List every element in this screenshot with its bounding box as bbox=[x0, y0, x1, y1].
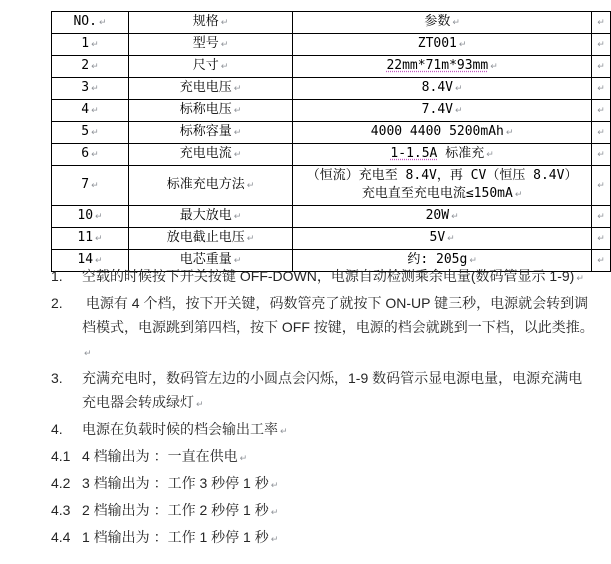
header-cell-no bbox=[52, 12, 129, 34]
note-item-4 bbox=[51, 417, 596, 444]
table-row bbox=[52, 100, 611, 122]
note-item-4-1 bbox=[51, 444, 596, 471]
row-end-mark-icon: ↵ bbox=[597, 106, 605, 116]
cell-end-mark-icon: ↵ bbox=[220, 18, 229, 28]
cell-end-mark-icon: ↵ bbox=[514, 190, 523, 200]
param-value: 20W bbox=[425, 208, 450, 223]
note-number: 4.1 bbox=[51, 448, 71, 464]
table-row bbox=[52, 78, 611, 100]
cell-end-mark-icon: ↵ bbox=[95, 212, 103, 222]
note-text: 2 档输出为 ：工作 2 秒停 1 秒 bbox=[82, 502, 269, 518]
note-body bbox=[82, 291, 595, 366]
header-cell-spec bbox=[128, 12, 292, 34]
spec-table bbox=[51, 11, 611, 272]
cell-end-mark-icon: ↵ bbox=[454, 106, 463, 116]
cell-end-mark-icon: ↵ bbox=[233, 256, 242, 266]
row-end-cell bbox=[592, 166, 611, 206]
note-item-1 bbox=[51, 264, 596, 291]
cell-spec bbox=[128, 56, 292, 78]
note-body bbox=[82, 417, 595, 444]
row-end-cell bbox=[592, 78, 611, 100]
table-row bbox=[52, 166, 611, 206]
cell-end-mark-icon: ↵ bbox=[91, 106, 99, 116]
table-row bbox=[52, 56, 611, 78]
cell-spec bbox=[128, 166, 292, 206]
no-value: 3 bbox=[81, 80, 90, 95]
table-row bbox=[52, 228, 611, 250]
cell-end-mark-icon: ↵ bbox=[486, 150, 494, 160]
cell-end-mark-icon: ↵ bbox=[95, 234, 103, 244]
row-end-mark-icon: ↵ bbox=[597, 150, 605, 160]
row-end-mark-icon: ↵ bbox=[597, 128, 605, 138]
note-body bbox=[82, 366, 595, 417]
spec-value: 尺寸 bbox=[192, 58, 219, 73]
row-end-cell bbox=[592, 34, 611, 56]
note-item-2 bbox=[51, 291, 596, 366]
cell-end-mark-icon: ↵ bbox=[98, 18, 107, 28]
cell-end-mark-icon: ↵ bbox=[469, 256, 477, 266]
note-number: 3. bbox=[51, 370, 63, 386]
header-param-label: 参数 bbox=[424, 14, 451, 29]
param-value: ZT001 bbox=[417, 36, 457, 51]
note-text: 电源有 4 个档，按下开关键，码数管亮了就按下 ON-UP 键三秒，电源就会转到调档模式，电源跳到第四档，按下 OFF 按键，电源的档会就跳到一下档，以此类推。 bbox=[82, 295, 594, 335]
spec-value: 标称电压 bbox=[179, 102, 232, 117]
table-header-row bbox=[52, 12, 611, 34]
note-text: 电源在负载时候的档会输出工率 bbox=[82, 421, 278, 437]
note-number: 4.2 bbox=[51, 475, 71, 491]
spec-table-wrap bbox=[51, 11, 611, 272]
cell-spec bbox=[128, 228, 292, 250]
param-value: 标准充 bbox=[437, 146, 485, 161]
note-body bbox=[82, 498, 595, 525]
cell-no bbox=[52, 78, 129, 100]
no-value: 1 bbox=[81, 36, 90, 51]
cell-spec bbox=[128, 206, 292, 228]
cell-no bbox=[52, 56, 129, 78]
paragraph-mark-icon: ↵ bbox=[576, 274, 584, 284]
cell-end-mark-icon: ↵ bbox=[454, 84, 463, 94]
cell-end-mark-icon: ↵ bbox=[458, 40, 467, 50]
no-value: 4 bbox=[81, 102, 90, 117]
notes-list bbox=[51, 264, 596, 552]
cell-no bbox=[52, 206, 129, 228]
param-value-line1: （恒流）充电至 8.4V，再 CV（恒压 8.4V） bbox=[306, 168, 578, 183]
cell-end-mark-icon: ↵ bbox=[91, 150, 99, 160]
cell-end-mark-icon: ↵ bbox=[233, 212, 242, 222]
no-value: 14 bbox=[77, 252, 94, 267]
note-body bbox=[82, 525, 595, 552]
cell-end-mark-icon: ↵ bbox=[233, 150, 242, 160]
cell-param bbox=[293, 206, 592, 228]
note-number: 4. bbox=[51, 421, 63, 437]
cell-no bbox=[52, 166, 129, 206]
cell-end-mark-icon: ↵ bbox=[452, 18, 460, 28]
no-value: 6 bbox=[81, 146, 90, 161]
note-text: 4 档输出为 ：一直在供电 bbox=[82, 448, 238, 464]
cell-end-mark-icon: ↵ bbox=[490, 62, 498, 72]
cell-end-mark-icon: ↵ bbox=[91, 62, 99, 72]
row-end-cell bbox=[592, 206, 611, 228]
row-end-mark-icon: ↵ bbox=[597, 212, 605, 222]
header-spec-label: 规格 bbox=[192, 14, 219, 29]
cell-param bbox=[293, 228, 592, 250]
paragraph-mark-icon: ↵ bbox=[196, 400, 204, 410]
header-no-label: NO. bbox=[73, 14, 97, 29]
cell-end-mark-icon: ↵ bbox=[233, 128, 242, 138]
param-value-spellcheck: 1-1.5A bbox=[390, 146, 438, 161]
cell-end-mark-icon: ↵ bbox=[233, 84, 242, 94]
note-number: 4.3 bbox=[51, 502, 71, 518]
note-text: 空载的时候按下开关按键 OFF-DOWN，电源自动检测乘余电量(数码管显示 1-9) bbox=[82, 268, 575, 284]
cell-end-mark-icon: ↵ bbox=[91, 128, 99, 138]
cell-end-mark-icon: ↵ bbox=[91, 84, 99, 94]
param-value: 充电直至充电电流≤150mA bbox=[361, 186, 513, 201]
table-row bbox=[52, 144, 611, 166]
row-end-cell bbox=[592, 12, 611, 34]
no-value: 7 bbox=[81, 177, 90, 192]
note-number: 1. bbox=[51, 268, 63, 284]
param-value: 约: 205g bbox=[407, 252, 468, 267]
note-text: 充满充电时，数码管左边的小圆点会闪烁，1-9 数码管示显电源电量，电源充满电充电器会转成绿灯 bbox=[82, 370, 583, 410]
note-item-3 bbox=[51, 366, 596, 417]
cell-no bbox=[52, 122, 129, 144]
cell-param bbox=[293, 56, 592, 78]
cell-param bbox=[293, 100, 592, 122]
note-text: 1 档输出为 ：工作 1 秒停 1 秒 bbox=[82, 529, 269, 545]
cell-param bbox=[293, 166, 592, 206]
cell-end-mark-icon: ↵ bbox=[95, 256, 103, 266]
cell-end-mark-icon: ↵ bbox=[505, 128, 514, 138]
spec-value: 标称容量 bbox=[179, 124, 232, 139]
row-end-mark-icon: ↵ bbox=[597, 84, 605, 94]
no-value: 5 bbox=[81, 124, 90, 139]
paragraph-mark-icon: ↵ bbox=[270, 535, 279, 545]
cell-end-mark-icon: ↵ bbox=[220, 40, 229, 50]
paragraph-mark-icon: ↵ bbox=[270, 481, 279, 491]
paragraph-mark-icon: ↵ bbox=[239, 454, 248, 464]
cell-spec bbox=[128, 100, 292, 122]
cell-end-mark-icon: ↵ bbox=[246, 181, 255, 191]
spec-value: 充电电流 bbox=[179, 146, 232, 161]
cell-param bbox=[293, 78, 592, 100]
spec-value: 标准充电方法 bbox=[166, 177, 245, 192]
spec-value: 最大放电 bbox=[179, 208, 232, 223]
row-end-mark-icon: ↵ bbox=[597, 18, 605, 28]
note-item-4-2 bbox=[51, 471, 596, 498]
row-end-mark-icon: ↵ bbox=[597, 40, 605, 50]
table-row bbox=[52, 34, 611, 56]
cell-param bbox=[293, 34, 592, 56]
row-end-cell bbox=[592, 228, 611, 250]
cell-end-mark-icon: ↵ bbox=[91, 40, 99, 50]
note-item-4-3 bbox=[51, 498, 596, 525]
note-item-4-4 bbox=[51, 525, 596, 552]
table-row bbox=[52, 122, 611, 144]
row-end-cell bbox=[592, 122, 611, 144]
param-value-spellcheck: 22mm*71m*93mm bbox=[386, 58, 489, 73]
no-value: 2 bbox=[81, 58, 90, 73]
row-end-cell bbox=[592, 56, 611, 78]
row-end-mark-icon: ↵ bbox=[597, 234, 605, 244]
cell-end-mark-icon: ↵ bbox=[451, 212, 459, 222]
note-body bbox=[82, 471, 595, 498]
cell-spec bbox=[128, 34, 292, 56]
spec-value: 型号 bbox=[192, 36, 219, 51]
spec-value: 放电截止电压 bbox=[166, 230, 245, 245]
param-value: 8.4V bbox=[421, 80, 453, 95]
cell-end-mark-icon: ↵ bbox=[233, 106, 242, 116]
spec-value: 充电电压 bbox=[179, 80, 232, 95]
param-value: 4000 4400 5200mAh bbox=[370, 124, 504, 139]
cell-end-mark-icon: ↵ bbox=[91, 181, 99, 191]
cell-param bbox=[293, 122, 592, 144]
cell-param bbox=[293, 144, 592, 166]
cell-no bbox=[52, 228, 129, 250]
spec-value: 电芯重量 bbox=[179, 252, 232, 267]
cell-end-mark-icon: ↵ bbox=[220, 62, 229, 72]
note-text: 3 档输出为 ：工作 3 秒停 1 秒 bbox=[82, 475, 269, 491]
param-value: 7.4V bbox=[421, 102, 453, 117]
cell-no bbox=[52, 144, 129, 166]
note-body bbox=[82, 264, 595, 291]
param-value: 5V bbox=[429, 230, 446, 245]
cell-no bbox=[52, 100, 129, 122]
paragraph-mark-icon: ↵ bbox=[84, 349, 92, 359]
cell-end-mark-icon: ↵ bbox=[246, 234, 255, 244]
cell-no bbox=[52, 34, 129, 56]
row-end-cell bbox=[592, 144, 611, 166]
cell-spec bbox=[128, 122, 292, 144]
row-end-mark-icon: ↵ bbox=[597, 62, 605, 72]
paragraph-mark-icon: ↵ bbox=[280, 427, 288, 437]
row-end-mark-icon: ↵ bbox=[597, 256, 605, 266]
no-value: 11 bbox=[77, 230, 94, 245]
cell-end-mark-icon: ↵ bbox=[447, 234, 455, 244]
table-row bbox=[52, 206, 611, 228]
row-end-cell bbox=[592, 100, 611, 122]
paragraph-mark-icon: ↵ bbox=[270, 508, 279, 518]
cell-spec bbox=[128, 78, 292, 100]
note-number: 2. bbox=[51, 295, 63, 311]
note-number: 4.4 bbox=[51, 529, 71, 545]
header-cell-param bbox=[293, 12, 592, 34]
cell-spec bbox=[128, 144, 292, 166]
param-value-line2 bbox=[295, 185, 589, 204]
row-end-mark-icon: ↵ bbox=[597, 181, 605, 191]
note-body bbox=[82, 444, 595, 471]
no-value: 10 bbox=[77, 208, 94, 223]
